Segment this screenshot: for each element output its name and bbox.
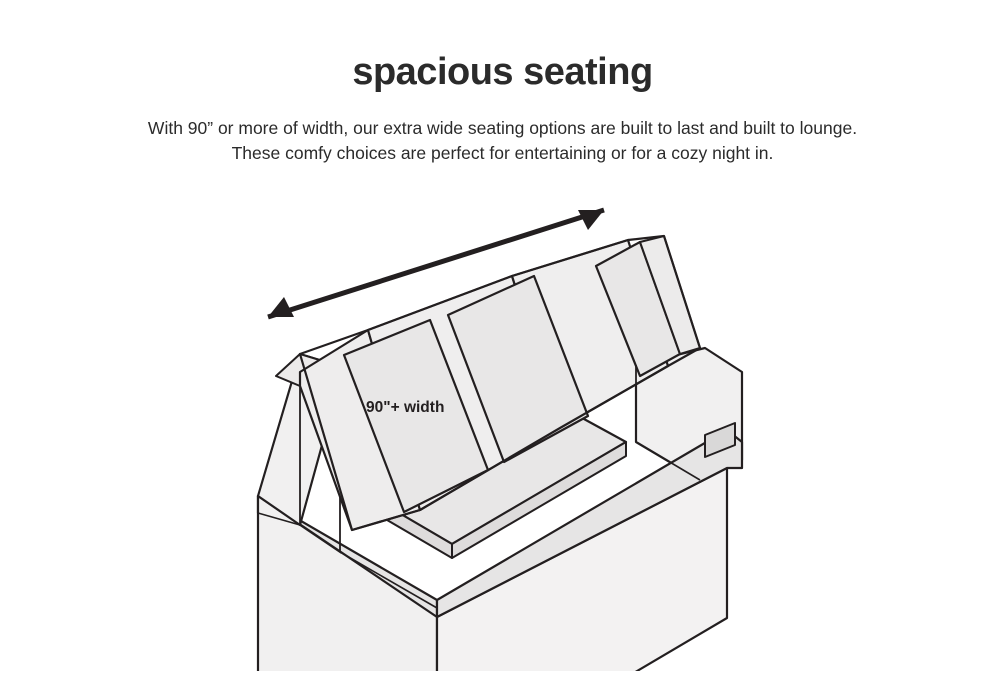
subtitle-line-2: These comfy choices are perfect for entertaining or for a cozy night in. [231,143,774,164]
page-title: spacious seating [352,51,653,93]
subtitle-line-1: With 90” or more of width, our extra wide seating options are built to last and built to lounge. [147,118,858,138]
sofa-illustration [0,180,1005,671]
sofa-line-drawing-svg [0,180,1005,671]
width-dimension-label: 90"+ width [366,399,445,416]
subtitle-text [0,116,1005,167]
